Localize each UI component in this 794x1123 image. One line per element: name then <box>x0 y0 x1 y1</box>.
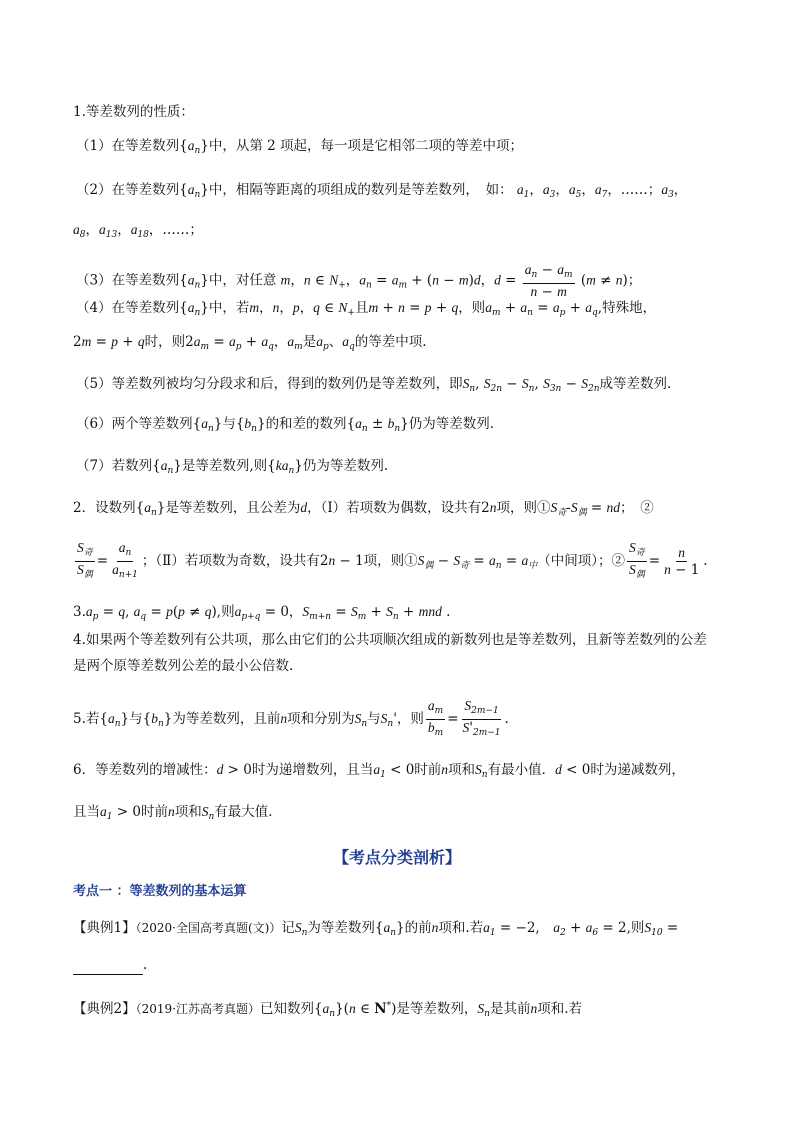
section-title: 【考点分类剖析】 <box>332 848 461 867</box>
para-13: 5.若$\{a_n\}$与$\{b_n\}$为等差数列，且前n项和分别为$S_n$与$S_n'$，则 $\frac{a_m}{b_m}$ = $\frac{S_{2m-1}}{S'_{2m-1}}$ . <box>73 698 509 738</box>
para-7: （6）两个等差数列$\{a_n\}$与$\{b_n\}$的和差的数列$\{a_n \pm b_n\}$仍为等差数列. <box>76 416 495 434</box>
para-5: （4）在等差数列$\{a_n\}$中，若m，n，p，q ∈ $N_+$且m + n = p + q，则$a_m + a_n = a_p + a_q$,特殊地， <box>76 300 657 318</box>
para-6: （5）等差数列被均匀分段求和后，得到的数列仍是等差数列，即$S_n$, $S_{2n} - S_n$, $S_{3n} - S_{2n}$成等差数列. <box>76 376 672 394</box>
para-10: $\frac{S_奇}{S_偶}$ = $\frac{a_n}{a_{n+1}}$ ；（Ⅱ）若项数为奇数，设共有2n − 1项，则$①S_偶 - S_奇 = a_n = a_中$（中间项）；② $\frac{S_奇}{S_偶}$ = $\frac{n}{n - 1}$ . <box>77 540 708 580</box>
example-2: 【典例2】（2019·江苏高考真题）已知数列$\{a_n\}(n$ ∈ N*)是等差数列，$S_n$是其前n项和.若 <box>73 1001 582 1019</box>
topic-heading: 考点一 ：等差数列的基本运算 <box>73 884 247 899</box>
para-8: （7）若数列$\{a_n\}$是等差数列,则$\{ka_n\}$仍为等差数列. <box>76 458 389 476</box>
example-1: 【典例1】（2020·全国高考真题(文)）记$S_n$为等差数列$\{a_n\}$的前n项和.若$a_1 = -2$, $a_2 + a_6 = 2$,则$S_{10}$ = <box>73 920 679 938</box>
para-12: 4.如果两个等差数列有公共项，那么由它们的公共项顺次组成的新数列也是等差数列，且新等差数列的公差 <box>73 632 707 648</box>
answer-blank[interactable] <box>73 960 143 975</box>
para-14: 6．等差数列的增减性：d > 0时为递增数列，且当$a_1 < 0$时前n项和$S_n$有最小值．d < 0时为递减数列， <box>73 762 685 780</box>
para-11: $3.a_p = q$, $a_q = p(p \ne q)$,则$a_{p+q} = 0$，$S_{m+n} = S_m + S_n$ + mnd . <box>73 604 451 622</box>
para-12-cont: 是两个原等差数列公差的最小公倍数. <box>73 658 294 674</box>
para-1: 1.等差数列的性质： <box>73 104 194 120</box>
para-14-cont: 且当$a_1 > 0$时前n项和$S_n$有最大值． <box>73 804 282 822</box>
para-5-cont: 2m = p + q时，则$2a_m = a_p + a_q$，$a_m$是$a_p$、$a_q$的等差中项. <box>73 334 427 352</box>
example-1-blank: . <box>73 955 147 975</box>
para-3-cont: $a_8$，$a_{13}$，$a_{18}$，……； <box>73 222 203 240</box>
para-4: （3）在等差数列$\{a_n\}$中，对任意 m，n ∈ $N_+$，$a_n = a_m + (n - m)d$，d = $\frac{a_n - a_m}{n - m}$ (m ≠ n)； <box>76 262 642 300</box>
para-9: 2．设数列$\{a_n\}$是等差数列，且公差为d，（Ⅰ）若项数为偶数，设共有2n项，则$①S_奇-S_偶$ = nd； ② <box>73 500 654 518</box>
para-2: （1）在等差数列$\{a_n\}$中，从第 2 项起，每一项是它相邻二项的等差中项； <box>76 138 523 156</box>
para-3: （2）在等差数列$\{a_n\}$中，相隔等距离的项组成的数列是等差数列， 如： $a_1$，$a_3$，$a_5$，$a_7$，……；$a_3$， <box>76 182 688 200</box>
